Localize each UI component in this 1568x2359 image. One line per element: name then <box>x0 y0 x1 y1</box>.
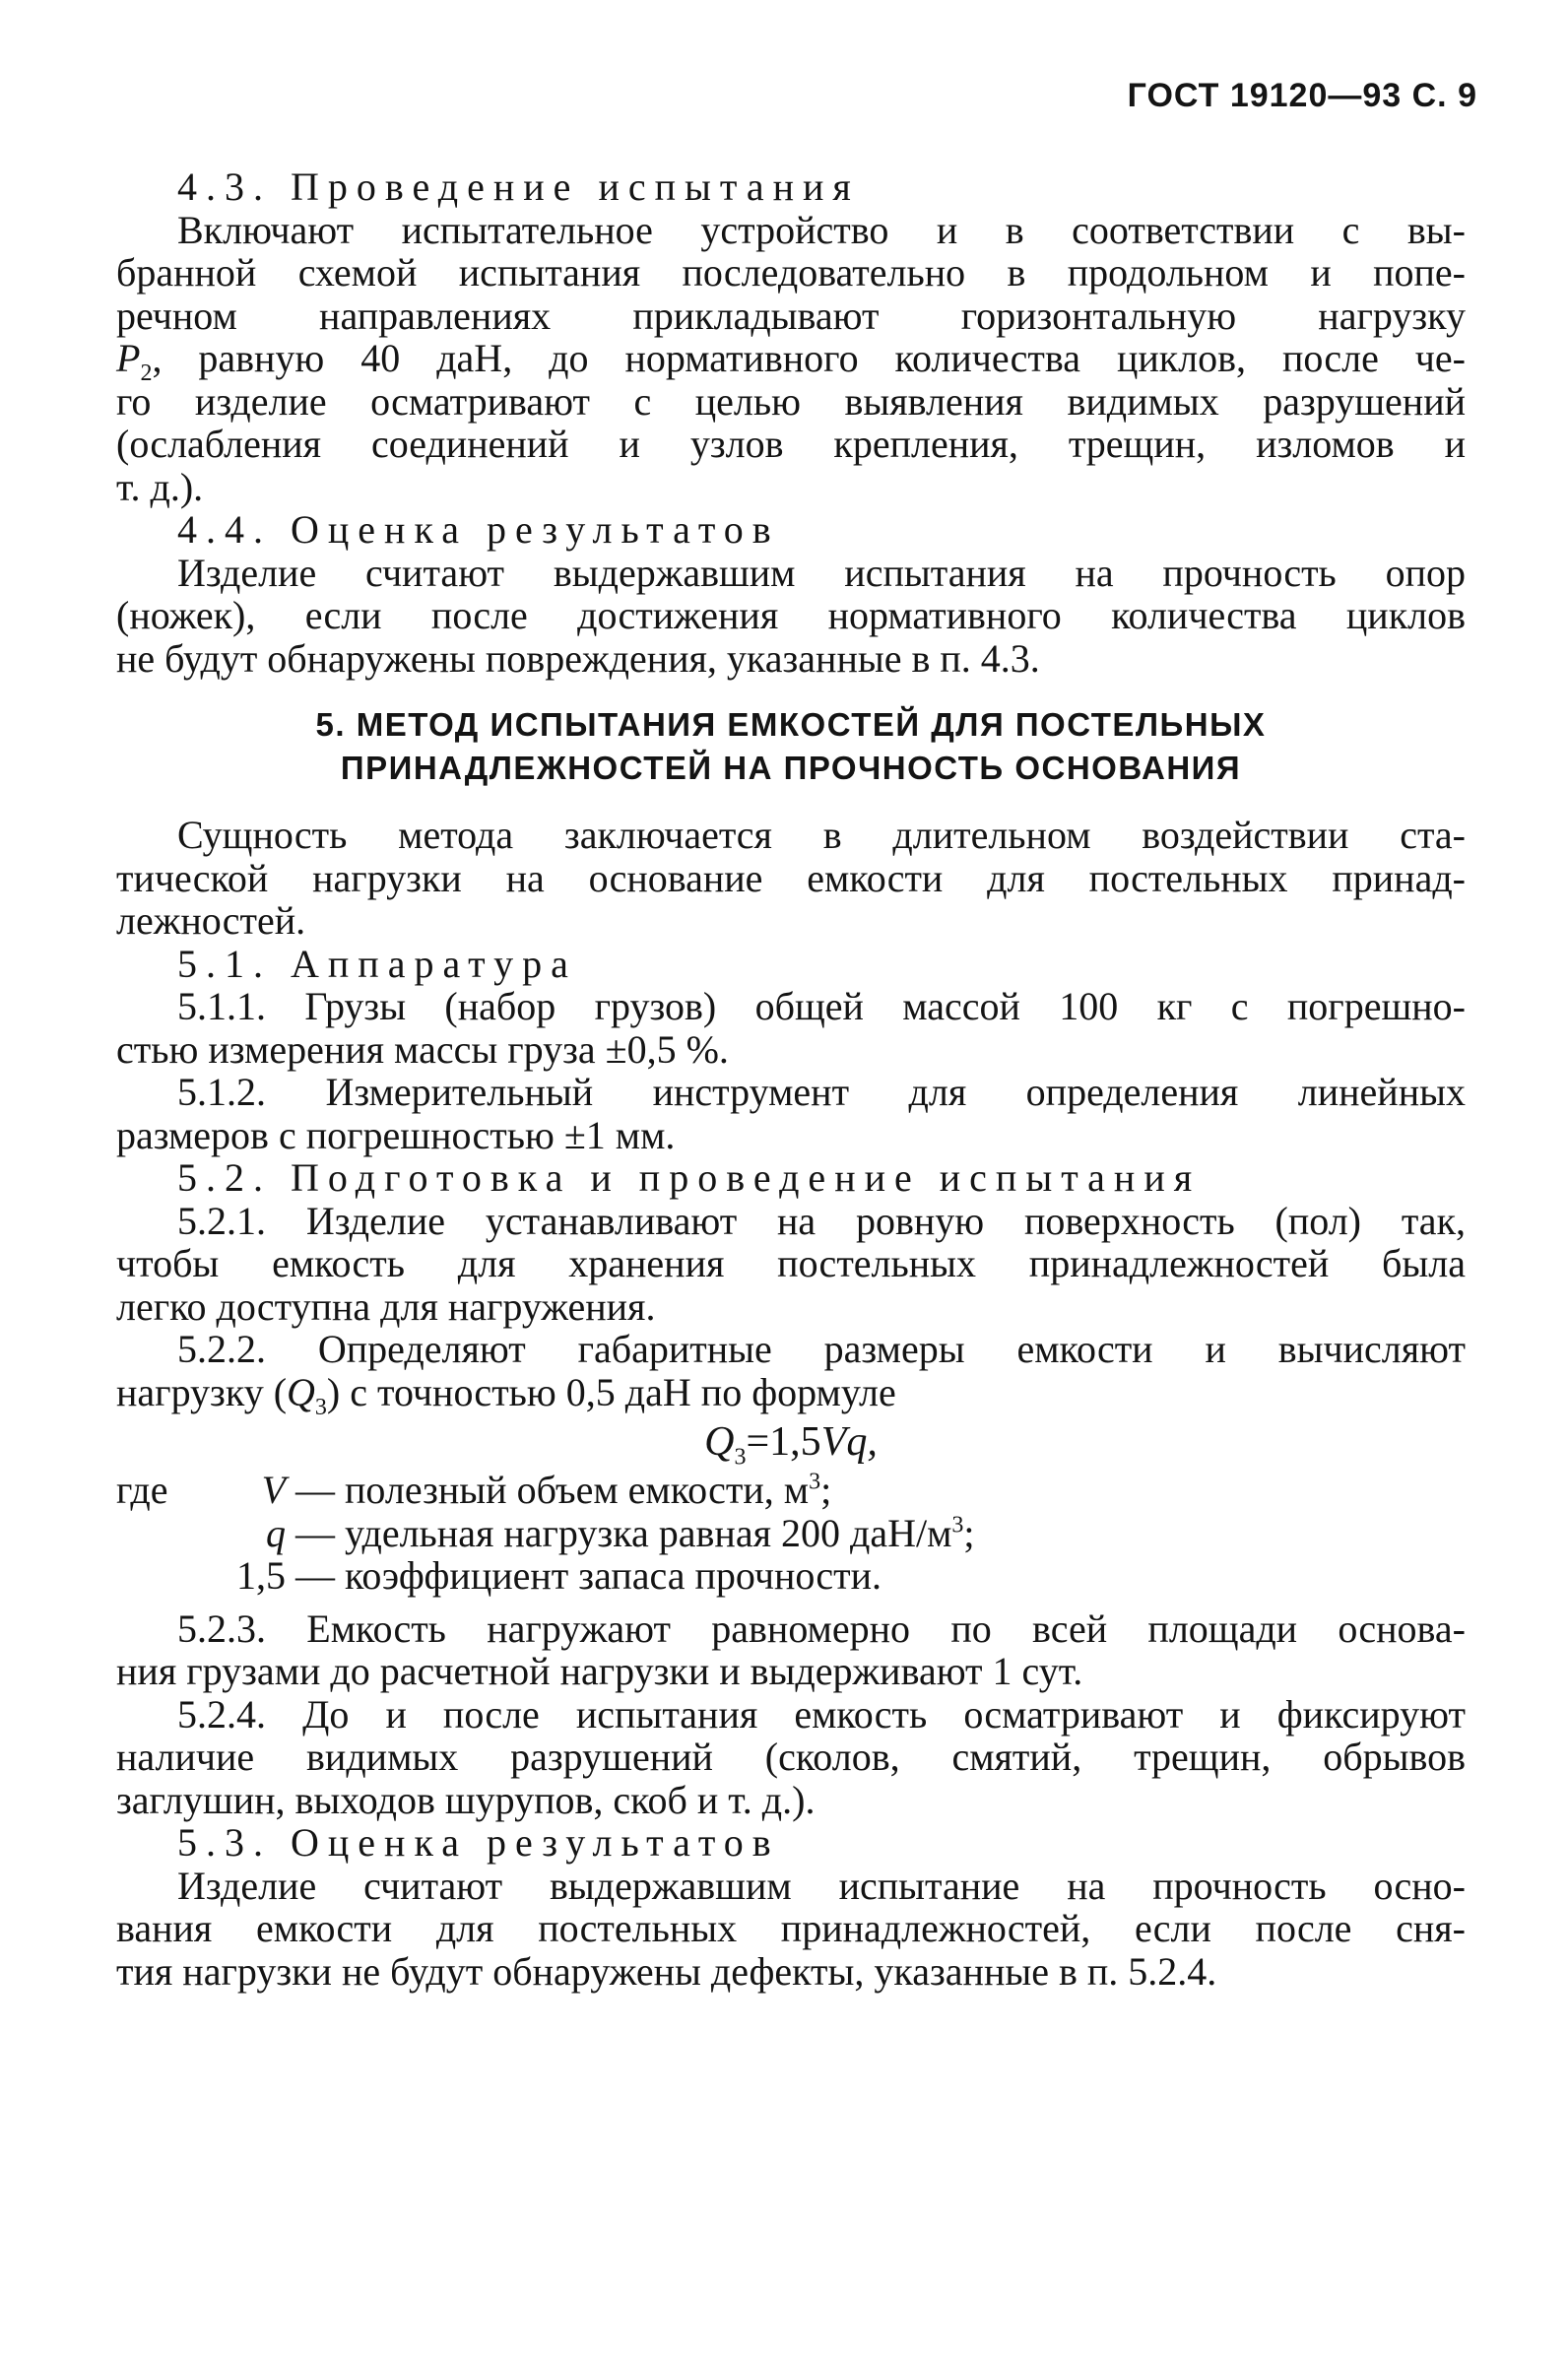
where-sup: 3 <box>951 1512 964 1539</box>
clause-5-2-2-text: нагрузку ( <box>116 1369 288 1414</box>
clause-4-4-line: не будут обнаружены повреждения, указанные в п. 4.3. <box>116 635 1040 681</box>
formula-q: Q <box>704 1419 735 1465</box>
where-end: ; <box>820 1468 832 1512</box>
clause-4-4-title: 4.4. Оценка результатов <box>177 507 780 552</box>
section-5-title <box>116 703 1466 790</box>
where-symbol-box <box>116 1554 286 1598</box>
clause-4-3-line: бранной схемой испытания последовательно в продольном и попе- <box>116 250 1466 295</box>
page-header: ГОСТ 19120—93 С. 9 <box>1127 77 1477 114</box>
where-symbol: q <box>266 1510 286 1555</box>
clause-5-2-4-line: заглушин, выходов шурупов, скоб и т. д.). <box>116 1777 816 1822</box>
where-end: ; <box>963 1510 975 1555</box>
clause-5-2-title: 5.2. Подготовка и проведение испытания <box>177 1155 1202 1200</box>
section-5-intro-line: лежностей. <box>116 898 306 943</box>
symbol-p: P <box>116 336 141 380</box>
clause-4-4-line: (ножек), если после достижения нормативного количества циклов <box>116 593 1466 637</box>
section-5-title-line: ПРИНАДЛЕЖНОСТЕЙ НА ПРОЧНОСТЬ ОСНОВАНИЯ <box>340 750 1242 786</box>
clause-4-3-text: , равную 40 даН, до нормативного количества циклов, после че- <box>152 336 1466 380</box>
where-text: — коэффициент запаса прочности. <box>286 1553 882 1598</box>
section-5-title-line: 5. МЕТОД ИСПЫТАНИЯ ЕМКОСТЕЙ ДЛЯ ПОСТЕЛЬНЫХ <box>315 706 1267 743</box>
where-symbol: V <box>261 1468 286 1512</box>
clause-4-3-line: го изделие осматривают с целью выявления видимых разрушений <box>116 378 1466 424</box>
clause-4-4-line: Изделие считают выдержавшим испытания на прочность опор <box>177 550 1466 595</box>
clause-5-2-1-line: чтобы емкость для хранения постельных принадлежностей была <box>116 1241 1466 1285</box>
clause-5-3-line: вания емкости для постельных принадлежностей, если после сня- <box>116 1906 1466 1950</box>
clause-5-2-4-line: 5.2.4. До и после испытания емкость осматривают и фиксируют <box>177 1691 1466 1736</box>
where-word: где <box>116 1468 168 1512</box>
clause-5-1-2-line: размеров с погрешностью ±1 мм. <box>116 1112 676 1157</box>
page-content <box>116 165 1466 1993</box>
symbol-p-subscript: 2 <box>140 360 153 386</box>
where-line <box>116 1469 1466 1512</box>
clause-5-3-line: тия нагрузки не будут обнаружены дефекты, указанные в п. 5.2.4. <box>116 1948 1217 1994</box>
clause-5-1-title: 5.1. Аппаратура <box>177 941 577 986</box>
clause-4-3-line: т. д.). <box>116 464 204 509</box>
clause-4-3-title: 4.3. Проведение испытания <box>177 164 860 209</box>
clause-4-3-line: (ослабления соединений и узлов крепления, трещин, изломов и <box>116 422 1466 466</box>
clause-5-2-1-line: 5.2.1. Изделие устанавливают на ровную поверхность (пол) так, <box>177 1198 1466 1243</box>
where-text: — удельная нагрузка равная 200 даН/м <box>286 1510 952 1555</box>
clause-5-1-1-line: 5.1.1. Грузы (набор грузов) общей массой 100 кг с погрешно- <box>177 984 1466 1028</box>
section-5-intro-line: Сущность метода заключается в длительном воздействии ста- <box>177 813 1466 857</box>
symbol-q: Q <box>287 1369 315 1414</box>
clause-5-2-4-line: наличие видимых разрушений (сколов, смятий, трещин, обрывов <box>116 1735 1466 1779</box>
where-line <box>116 1512 1466 1555</box>
clause-5-3-title: 5.3. Оценка результатов <box>177 1820 780 1865</box>
clause-5-2-3-line: 5.2.3. Емкость нагружают равномерно по всей площади основа- <box>177 1605 1466 1651</box>
clause-5-1-2-line: 5.1.2. Измерительный инструмент для определения линейных <box>177 1070 1466 1114</box>
formula-q-subscript: 3 <box>734 1444 747 1471</box>
where-sup: 3 <box>809 1469 821 1495</box>
where-line <box>116 1554 1466 1598</box>
clause-5-3-line: Изделие считают выдержавшим испытание на прочность осно- <box>177 1863 1466 1908</box>
where-symbol-box <box>116 1512 286 1555</box>
clause-5-2-2-line: 5.2.2. Определяют габаритные размеры емкости и вычисляют <box>177 1327 1466 1371</box>
clause-5-2-1-line: легко доступна для нагружения. <box>116 1283 656 1329</box>
clause-5-2-2-text: ) с точностью 0,5 даН по формуле <box>326 1369 896 1414</box>
where-text: — полезный объем емкости, м <box>286 1468 810 1512</box>
formula <box>116 1417 1466 1471</box>
formula-vq: Vq, <box>820 1419 878 1465</box>
section-5-intro-line: тической нагрузки на основание емкости для постельных принад- <box>116 855 1466 900</box>
clause-5-1-1-line: стью измерения массы груза ±0,5 %. <box>116 1026 729 1072</box>
where-symbol: 1,5 <box>236 1553 286 1598</box>
clause-4-3-line <box>116 336 1466 386</box>
clause-4-3-line: речном направлениях прикладывают горизонтальную нагрузку <box>116 293 1466 338</box>
clause-5-2-3-line: ния грузами до расчетной нагрузки и выдерживают 1 сут. <box>116 1649 1083 1693</box>
clause-4-3-line: Включают испытательное устройство и в соответствии с вы- <box>177 207 1466 252</box>
formula-coefficient: =1,5 <box>746 1419 821 1465</box>
clause-5-2-2-line <box>116 1369 1466 1420</box>
symbol-q-subscript: 3 <box>314 1394 327 1420</box>
